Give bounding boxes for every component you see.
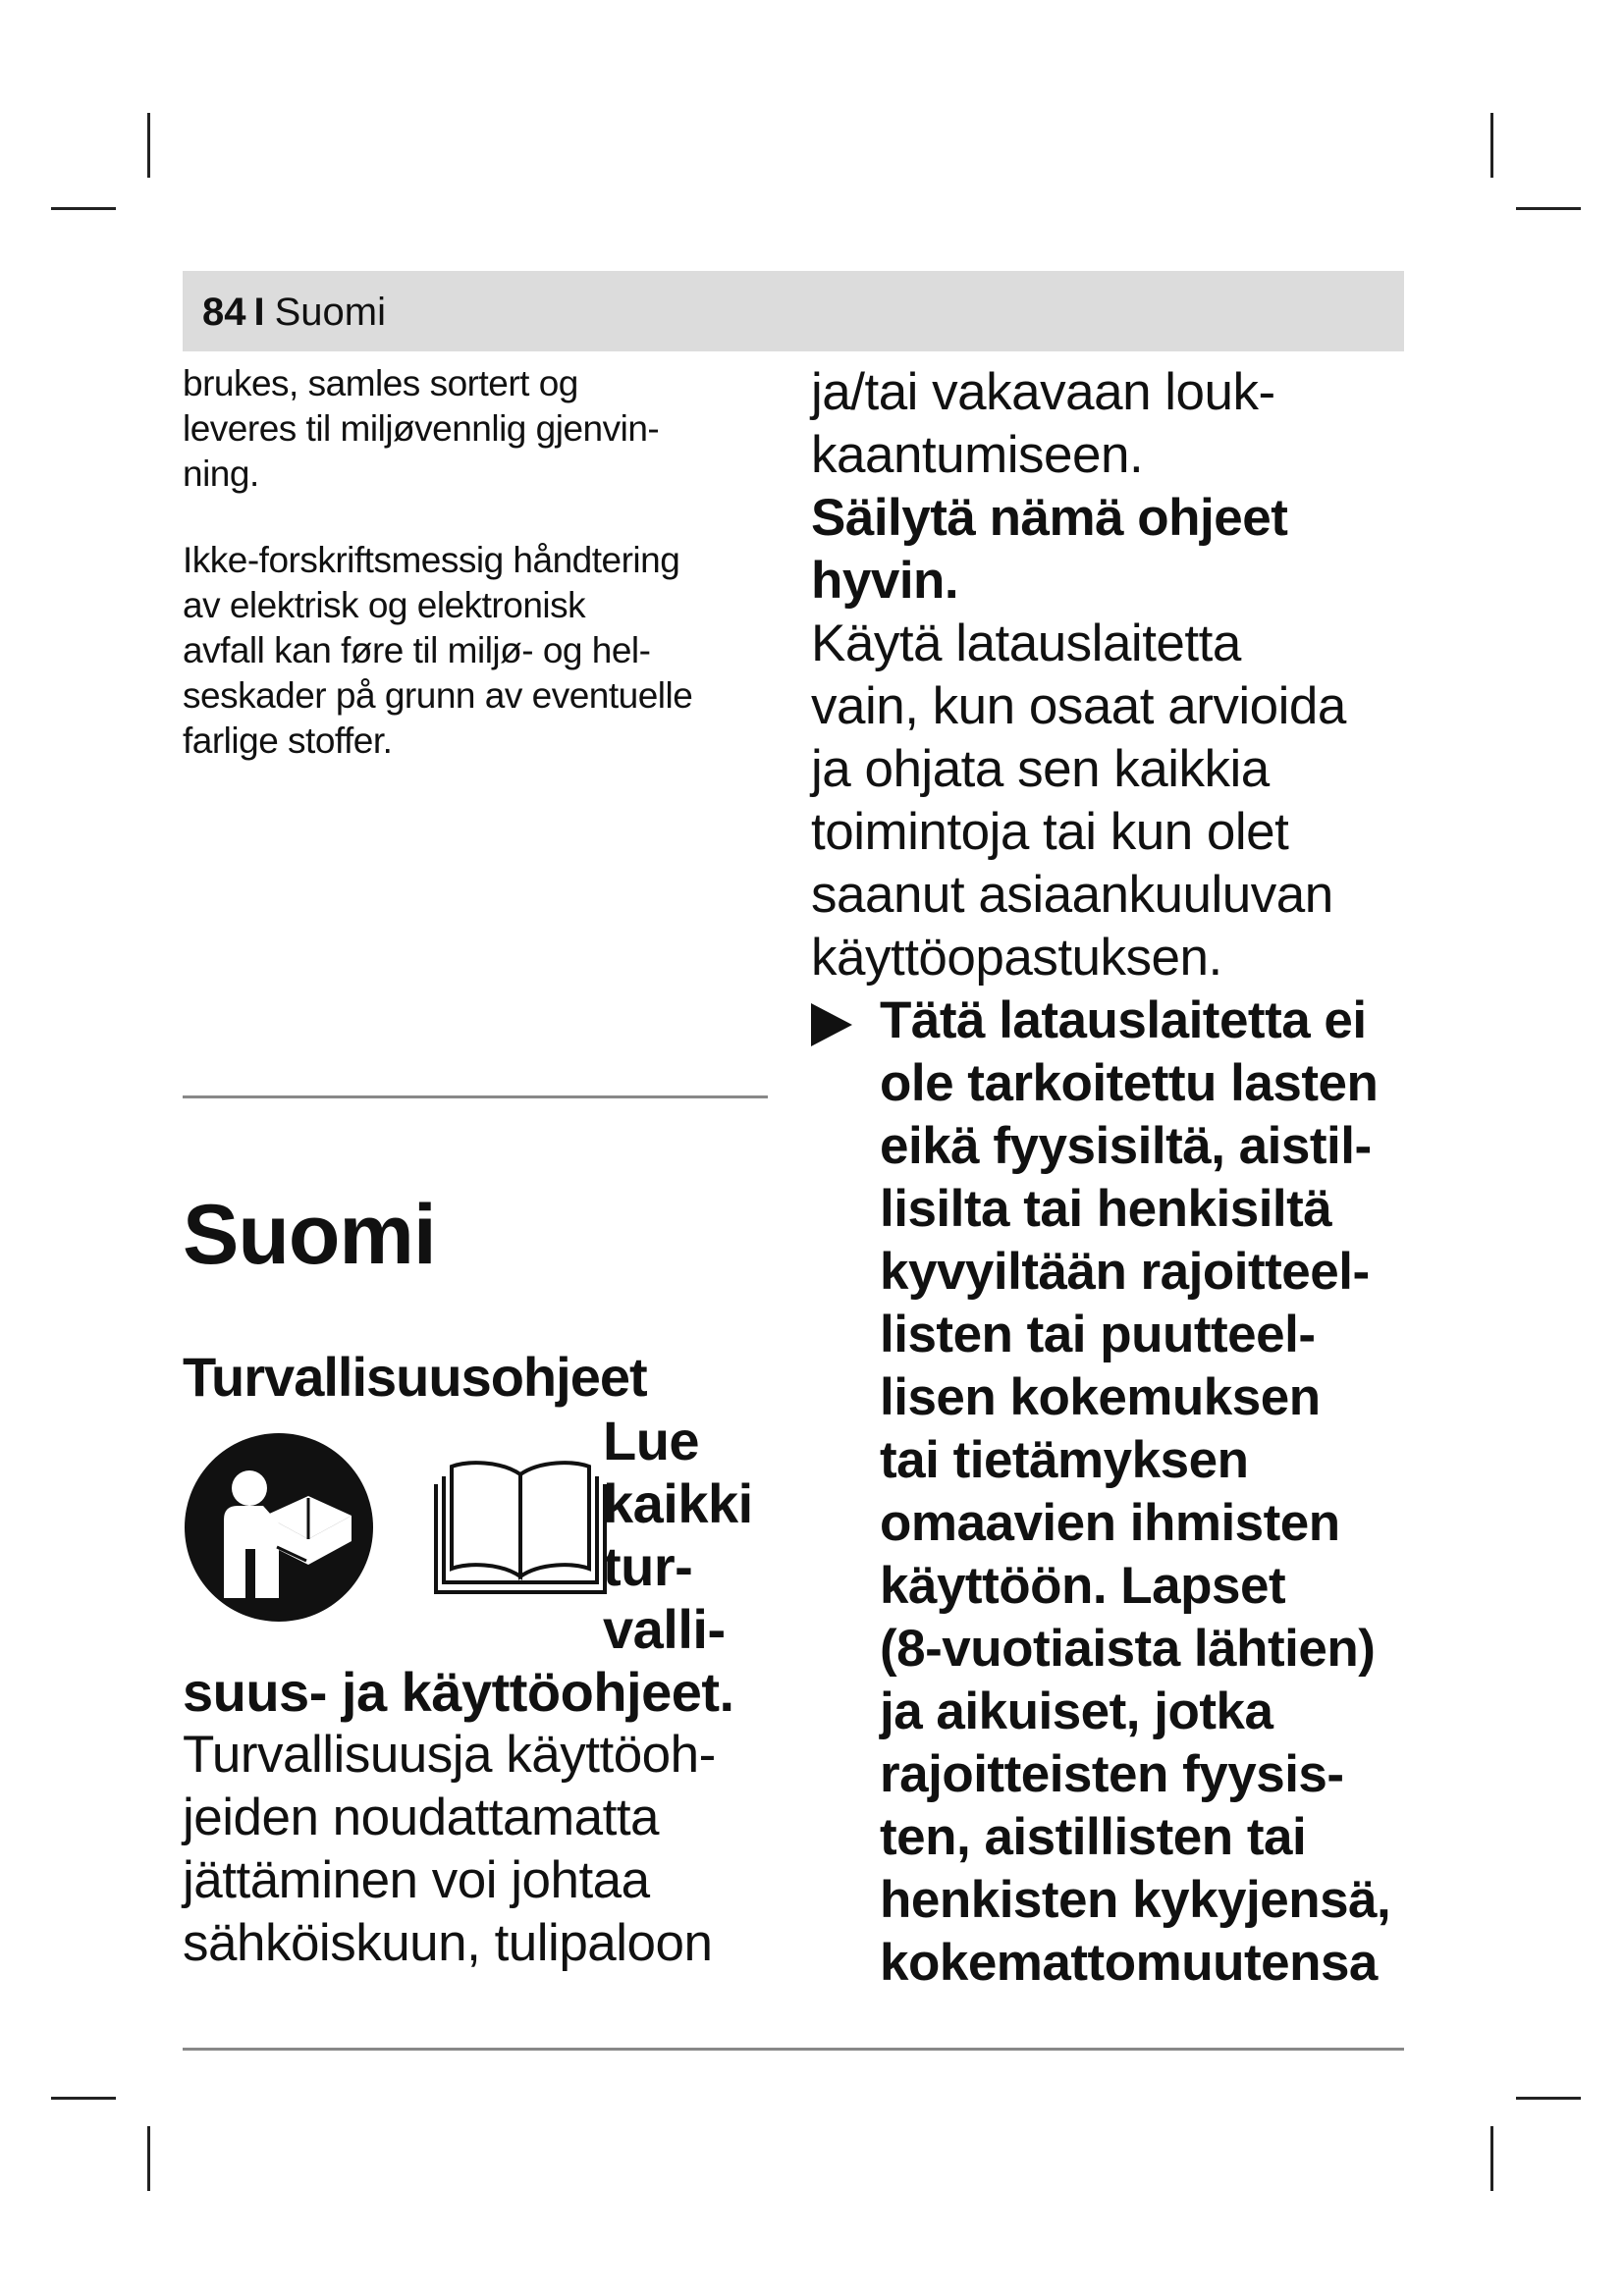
text-line: Käytä latauslaitetta xyxy=(811,614,1241,672)
read-manual-icon xyxy=(183,1431,375,1624)
text-line: kaantumiseen. xyxy=(811,426,1144,484)
text-line: käyttöopastuksen. xyxy=(811,929,1222,987)
crop-mark-top-left-h xyxy=(51,207,116,210)
header-section: Suomi xyxy=(274,291,387,334)
text-line: omaavien ihmisten xyxy=(880,1494,1340,1552)
text-line: kokemattomuutensa xyxy=(880,1934,1378,1992)
crop-mark-top-left-v xyxy=(147,113,150,178)
text-line: kyvyiltään rajoitteel- xyxy=(880,1243,1370,1301)
section-divider xyxy=(183,1095,768,1098)
text-line: Ikke-forskriftsmessig håndtering xyxy=(183,540,680,580)
text-line: tur- xyxy=(603,1535,693,1597)
text-line: lisen kokemuksen xyxy=(880,1368,1321,1426)
paragraph-hazard xyxy=(183,538,692,764)
page-number: 84 xyxy=(202,291,246,334)
text-line: listen tai puutteel- xyxy=(880,1306,1316,1363)
footer-rule xyxy=(183,2048,1404,2051)
section-heading: Turvallisuusohjeet xyxy=(183,1346,647,1408)
open-book-icon xyxy=(432,1453,609,1600)
keep-instructions-line: Säilytä nämä ohjeet xyxy=(811,489,1288,547)
text-line: ja ohjata sen kaikkia xyxy=(811,740,1270,798)
text-line: valli- xyxy=(603,1598,726,1660)
text-line: seskader på grunn av eventuelle xyxy=(183,675,693,716)
text-line: ten, aistillisten tai xyxy=(880,1808,1307,1866)
text-line: käyttöön. Lapset xyxy=(880,1557,1286,1615)
text-line: rajoitteisten fyysis- xyxy=(880,1745,1344,1803)
text-line: jeiden noudattamatta xyxy=(183,1789,660,1846)
warning-paragraph xyxy=(183,1661,772,1975)
keep-instructions-line: hyvin. xyxy=(811,552,959,610)
text-line: brukes, samles sortert og xyxy=(183,363,578,403)
crop-mark-bottom-right-v xyxy=(1490,2126,1493,2191)
text-line: sähköiskuun, tulipaloon xyxy=(183,1914,713,1972)
text-line: Turvallisuusja käyttöoh- xyxy=(183,1726,716,1784)
warning-bold-line: suus- ja käyttöohjeet. xyxy=(183,1661,734,1723)
text-line: av elektrisk og elektronisk xyxy=(183,585,586,625)
text-line: ja/tai vakavaan louk- xyxy=(811,363,1275,421)
crop-mark-bottom-left-v xyxy=(147,2126,150,2191)
text-line: Tätä latauslaitetta ei xyxy=(880,991,1367,1049)
text-line: ning. xyxy=(183,454,259,494)
crop-mark-bottom-left-h xyxy=(51,2097,116,2100)
text-line: farlige stoffer. xyxy=(183,721,393,761)
text-line: vain, kun osaat arvioida xyxy=(811,677,1346,735)
bullet-arrow-icon xyxy=(811,1003,852,1046)
text-line: henkisten kykyjensä, xyxy=(880,1871,1391,1929)
text-line: (8-vuotiaista lähtien) xyxy=(880,1620,1376,1678)
crop-mark-bottom-right-h xyxy=(1516,2097,1581,2100)
text-line: ole tarkoitettu lasten xyxy=(880,1054,1379,1112)
crop-mark-top-right-v xyxy=(1490,113,1493,178)
text-line: lisilta tai henkisiltä xyxy=(880,1180,1332,1238)
header-separator: I xyxy=(253,291,265,334)
text-line: jättäminen voi johtaa xyxy=(183,1851,650,1909)
page-header xyxy=(183,271,1404,351)
header-text xyxy=(202,291,386,334)
text-line: tai tietämyksen xyxy=(880,1431,1249,1489)
read-instructions-heading xyxy=(603,1410,753,1661)
paragraph-recycling xyxy=(183,361,659,497)
text-line: leveres til miljøvennlig gjenvin- xyxy=(183,408,660,449)
bullet-text xyxy=(880,989,1390,1995)
text-line: ja aikuiset, jotka xyxy=(880,1682,1273,1740)
text-line: avfall kan føre til miljø- og hel- xyxy=(183,630,651,670)
right-column xyxy=(811,361,1410,989)
text-line: Lue xyxy=(603,1410,700,1471)
page-title: Suomi xyxy=(183,1188,436,1282)
text-line: eikä fyysisiltä, aistil- xyxy=(880,1117,1372,1175)
text-line: saanut asiaankuuluvan xyxy=(811,866,1333,924)
crop-mark-top-right-h xyxy=(1516,207,1581,210)
text-line: kaikki xyxy=(603,1472,753,1534)
text-line: toimintoja tai kun olet xyxy=(811,803,1289,861)
